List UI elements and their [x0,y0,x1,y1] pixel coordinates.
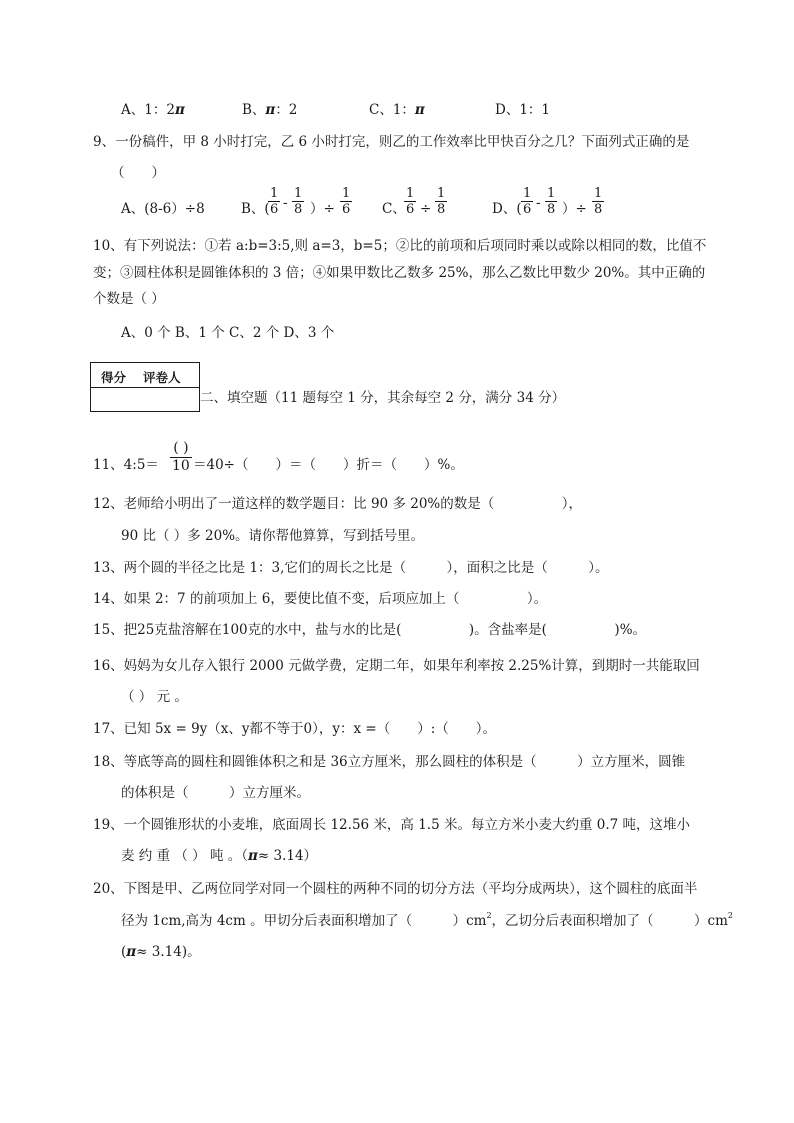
q19-line-1: 19、一个圆锥形状的小麦堆，底面周长 12.56 米，高 1.5 米。每立方米小麦大约重 0.7 吨，这堆小 [93,817,691,833]
q10-line-1: 10、有下列说法：①若 a:b=3:5,则 a=3，b=5；②比的前项和后项同时乘以或除以相同的数，比值不 [93,238,707,254]
q13: 13、两个圆的半径之比是 1：3,它们的周长之比是（ ），面积之比是（ ）。 [93,560,609,576]
q20-line-3: (π≈ 3.14)。 [121,944,201,960]
q10-options: A、0 个 B、1 个 C、2 个 D、3 个 [121,325,335,341]
q15: 15、把25克盐溶解在100克的水中，盐与水的比是( )。含盐率是( )%。 [93,622,647,638]
q8-option-d: D、1：1 [495,102,551,118]
q9-stem: 9、一份稿件，甲 8 小时打完，乙 6 小时打完，则乙的工作效率比甲快百分之几？下面列式正确的是 [93,134,690,150]
q16-line-2: （ ） 元 。 [121,689,188,705]
q9-c-fraction-2: 1 8 [437,186,446,217]
q11-fraction: ( ) 10 [172,440,190,474]
q9-option-d-prefix: D、( [492,201,522,217]
q9-d-minus: - [536,195,541,211]
q20-line-1: 20、下图是甲、乙两位同学对同一个圆柱的两种不同的切分方法（平均分成两块），这个圆柱的底面半 [93,881,698,897]
q9-b-fraction-2: 1 8 [294,186,303,217]
q9-paren: （ ） [111,165,165,181]
q8-option-c: C、1：π [369,102,425,118]
q20-sup-1: 2 [486,911,492,920]
q8-option-a: A、1：2π [121,102,185,118]
q9-b-close: ）÷ [310,201,335,217]
q18-line-1: 18、等底等高的圆柱和圆锥体积之和是 36立方厘米，那么圆柱的体积是（ ）立方厘米，圆锥 [93,754,686,770]
q9-d-close: ）÷ [562,201,587,217]
q16-line-1: 16、妈妈为女儿存入银行 2000 元做学费，定期二年，如果年利率按 2.25%计算，到期时一共能取回 [93,658,700,674]
q17: 17、已知 5x = 9y（x、y都不等于0），y：x =（ ）:（ ）。 [93,721,497,737]
q9-c-fraction-1: 1 6 [406,186,415,217]
section-2-title: 二、填空题（11 题每空 1 分，其余每空 2 分，满分 34 分） [200,390,566,406]
q18-line-2: 的体积是（ ）立方厘米。 [121,785,310,801]
q19-line-2: 麦 约 重 （ ） 吨 。（π≈ 3.14） [121,848,318,864]
q10-line-3: 个数是（ ） [93,291,165,307]
q9-d-fraction-2: 1 8 [547,186,556,217]
q9-c-divide: ÷ [420,201,432,217]
score-box [90,362,200,412]
score-box-header-row [91,363,199,388]
q10-line-2: 变；③圆柱体积是圆锥体积的 3 倍；④如果甲数比乙数多 25%，那么乙数比甲数少 20%。其中正确的 [93,265,706,281]
q9-d-fraction-3: 1 8 [594,186,603,217]
q11-prefix: 11、4:5＝ [93,457,159,473]
q9-b-minus: - [283,195,288,211]
q14: 14、如果 2：7 的前项加上 6，要使比值不变，后项应加上（ ）。 [93,591,548,607]
q12-line-1: 12、老师给小明出了一道这样的数学题目：比 90 多 20%的数是（ ）， [93,496,582,512]
score-label: 得分 [101,370,127,385]
q8-option-b: B、π：2 [242,102,298,118]
reviewer-label: 评卷人 [143,370,181,385]
q20-line-2: 径为 1cm,高为 4cm 。甲切分后表面积增加了（ ）$cm^2$，乙切分后表面积增加了（ ）$cm^2$ [121,911,733,929]
q9-option-a: A、(8-6）÷8 [121,201,205,217]
q9-b-fraction-1: 1 6 [270,186,279,217]
q20-sup-2: 2 [727,911,733,920]
q9-option-b-prefix: B、( [241,201,270,217]
q11-rest: ＝40÷（ ）＝（ ）折＝（ ）%。 [193,457,464,473]
q9-b-fraction-3: 1 6 [342,186,351,217]
q9-option-c-prefix: C、 [382,201,406,217]
q9-d-fraction-1: 1 6 [523,186,532,217]
q12-line-2: 90 比（ ）多 20%。请你帮他算算，写到括号里。 [121,528,425,544]
